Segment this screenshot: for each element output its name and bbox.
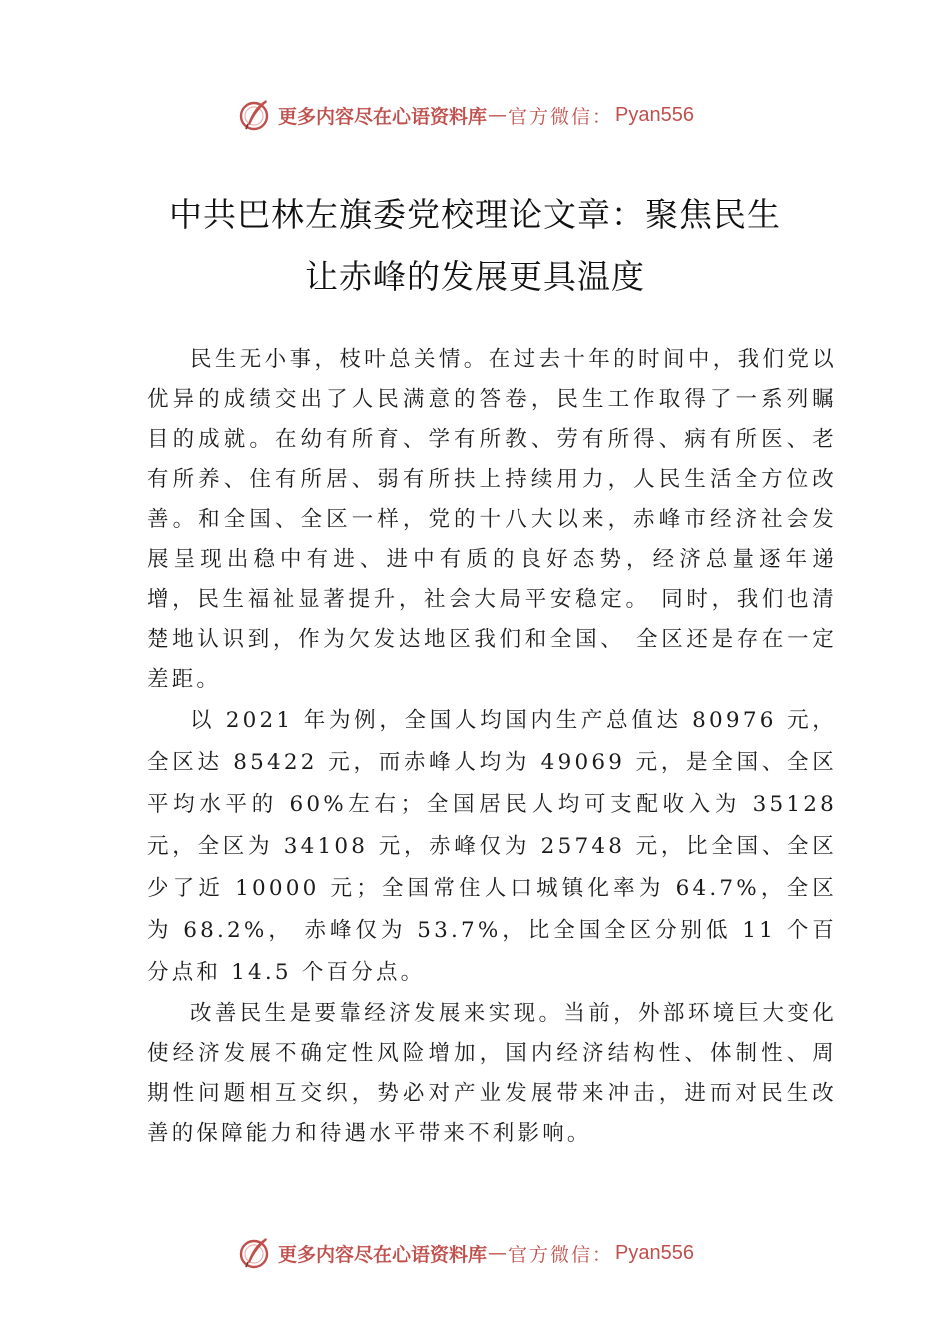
footer-watermark [236,1233,756,1273]
paragraph-1: 民生无小事，枝叶总关情。在过去十年的时间中，我们党以优异的成绩交出了人民满意的答卷，民生工作取得了一系列瞩目的成就。在幼有所育、学有所教、劳有所得、病有所医、老有所养、住有所居、弱有所扶上持续用力，人民生活全方位改善。和全国、全区一样，党的十八大以来，赤峰市经济社会发展呈现出稳中有进、进中有质的良好态势，经济总量逐年递增，民生福祉显著提升，社会大局平安稳定。 同时，我们也清楚地认识到，作为欠发达地区我们和全国、 全区还是存在一定差距。 [147,347,837,692]
watermark-dash: — [488,1242,508,1264]
paragraph-3: 改善民生是要靠经济发展来实现。当前，外部环境巨大变化使经济发展不确定性风险增加，国内经济结构性、体制性、周期性问题相互交织，势必对产业发展带来冲击，进而对民生改善的保障能力和待遇水平带来不利影响。 [147,1001,837,1146]
document-title [100,184,850,308]
watermark-wechat-id: Pyan556 [615,1241,694,1264]
title-line-2: 让赤峰的发展更具温度 [305,257,645,296]
watermark-main-text: 更多内容尽在心语资料库 [278,105,488,128]
title-line-1: 中共巴林左旗委党校理论文章：聚焦民生 [169,195,781,234]
quill-pen-logo-icon [236,97,272,133]
paragraph-2: 以 2021 年为例，全国人均国内生产总值达 80976 元，全区达 85422 元，而赤峰人均为 49069 元，是全国、全区平均水平的 60%左右；全国居民人均可支配收入为 35128 元，全区为 34108 元，赤峰仅为 25748 元，比全国、全区少了近 10000 元；全国常住人口城镇化率为 64.7%，全区为 68.2%， 赤峰仅为 53.7%，比全国全区分别低 11 个百分点和 14.5 个百分点。 [147,708,837,985]
document-body [147,340,837,1154]
watermark-wechat-id: Pyan556 [615,103,694,126]
quill-pen-logo-icon [236,1235,272,1271]
watermark-dash: — [488,104,508,126]
watermark-sub-text: 官方微信： [508,105,614,128]
watermark-sub-text: 官方微信： [508,1243,614,1266]
header-watermark [236,95,756,135]
watermark-main-text: 更多内容尽在心语资料库 [278,1243,488,1266]
